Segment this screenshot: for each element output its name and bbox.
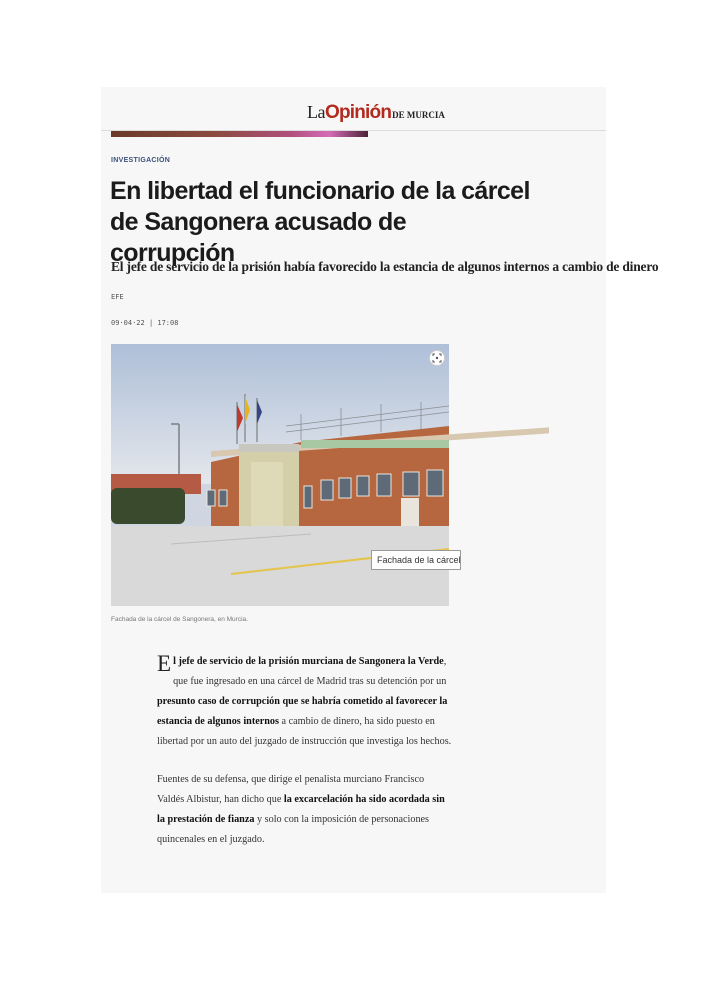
article-dateline <box>111 319 178 327</box>
date-separator: | <box>148 319 154 327</box>
body-text: y solo con la imposición de personaciones quincenales en el juzgado. <box>157 814 430 845</box>
bold-phrase: presunto caso de corrupción que se habría cometido al favorecer la estancia de algunos internos <box>157 696 448 727</box>
article-photo[interactable] <box>111 344 461 606</box>
article-byline: EFE <box>111 293 124 301</box>
body-text: , que fue ingresado en una cárcel de Madrid tras su detención por un <box>173 656 447 687</box>
bold-phrase: la excarcelación ha sido acordada sin la prestación de fianza <box>157 794 445 825</box>
photo-caption: Fachada de la cárcel de Sangonera, en Murcia. <box>111 616 248 623</box>
bold-phrase: l jefe de servicio de la prisión murciana de Sangonera la Verde <box>173 656 444 667</box>
body-paragraph <box>157 770 452 850</box>
article-date: 09·04·22 <box>111 319 145 327</box>
body-text: Fuentes de su defensa, que dirige el penalista murciano Francisco Valdés Albistur, han dicho que <box>157 774 425 805</box>
site-logo[interactable] <box>307 102 445 124</box>
expand-image-button[interactable] <box>429 350 445 366</box>
photo-overlay-caption: Fachada de la cárcel <box>371 550 461 570</box>
site-header <box>101 87 606 131</box>
article-subheadline: El jefe de servicio de la prisión había favorecido la estancia de algunos internos a cambio de dinero <box>111 259 659 274</box>
logo-region: DE MURCIA <box>392 110 445 120</box>
logo-la: La <box>307 102 325 122</box>
article-headline: En libertad el funcionario de la cárcel de Sangonera acusado de corrupción <box>110 177 530 267</box>
promo-banner-strip[interactable] <box>111 131 368 137</box>
logo-opinion: Opinión <box>324 102 392 123</box>
body-paragraph <box>157 652 452 752</box>
article-page <box>101 87 659 893</box>
expand-icon <box>433 354 441 362</box>
section-label[interactable]: INVESTIGACIÓN <box>111 157 171 164</box>
body-text: a cambio de dinero, ha sido puesto en libertad por un auto del juzgado de instrucción que investiga los hechos. <box>157 716 452 747</box>
drop-cap: E <box>157 651 172 676</box>
article-body <box>157 652 452 868</box>
article-time: 17:08 <box>157 319 179 327</box>
